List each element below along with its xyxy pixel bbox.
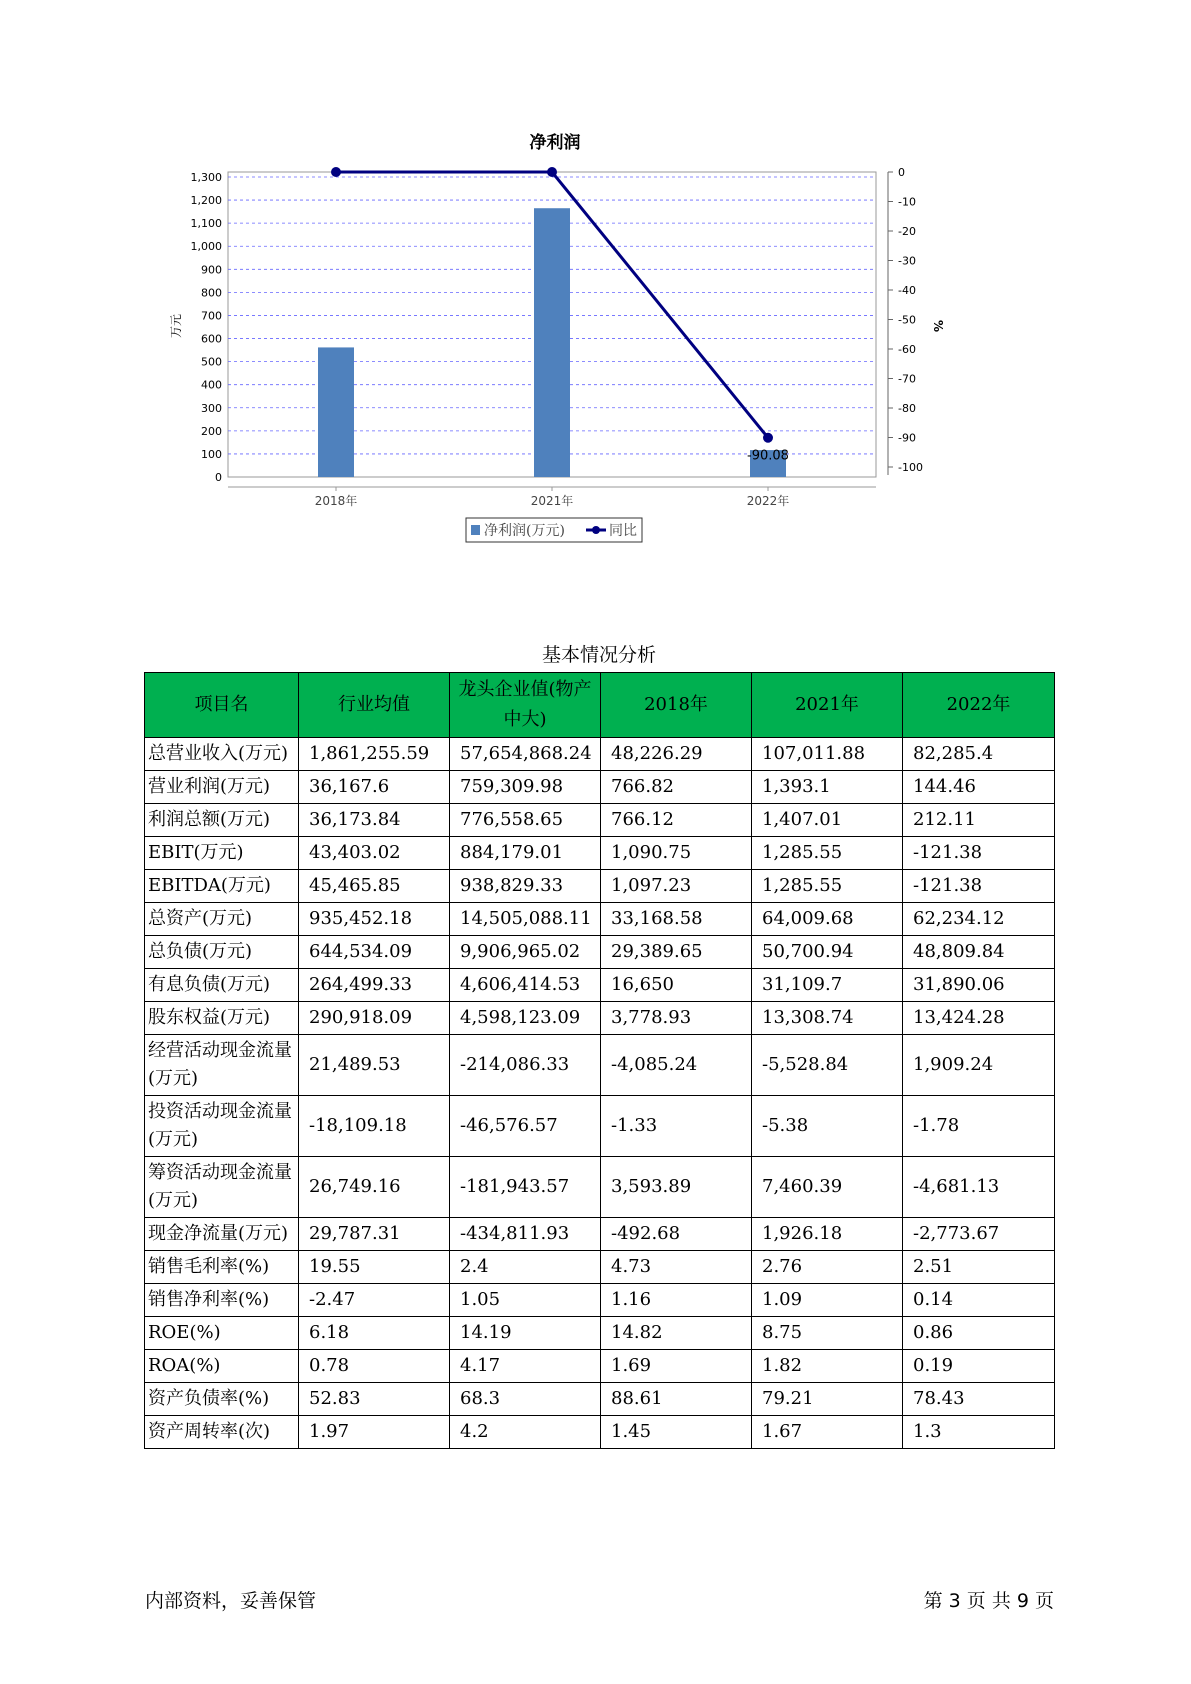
value-cell: 1,097.23 — [601, 870, 752, 903]
value-cell: 290,918.09 — [299, 1002, 450, 1035]
value-cell: 938,829.33 — [450, 870, 601, 903]
value-cell: 1.16 — [601, 1284, 752, 1317]
table-row — [145, 1383, 1055, 1416]
value-cell: 1,393.1 — [752, 771, 903, 804]
value-cell: 2.76 — [752, 1251, 903, 1284]
value-cell: 935,452.18 — [299, 903, 450, 936]
y2-tick-label: -40 — [898, 284, 916, 297]
table-row — [145, 1284, 1055, 1317]
row-label-cell: 利润总额(万元) — [145, 804, 299, 837]
value-cell: 14.82 — [601, 1317, 752, 1350]
row-label-cell: 资产负债率(%) — [145, 1383, 299, 1416]
value-cell: 45,465.85 — [299, 870, 450, 903]
value-cell: 7,460.39 — [752, 1157, 903, 1218]
footer-confidential-note: 内部资料，妥善保管 — [145, 1590, 317, 1612]
table-title: 基本情况分析 — [541, 644, 656, 666]
value-cell: -1.33 — [601, 1096, 752, 1157]
table-row — [145, 771, 1055, 804]
table-header-cell: 2018年 — [601, 673, 752, 738]
y-tick-label: 0 — [215, 471, 222, 484]
row-label-cell: 股东权益(万元) — [145, 1002, 299, 1035]
row-label-cell: 销售毛利率(%) — [145, 1251, 299, 1284]
value-cell: -46,576.57 — [450, 1096, 601, 1157]
table-header-cell: 龙头企业值(物产中大) — [450, 673, 601, 738]
row-label-cell: 资产周转率(次) — [145, 1416, 299, 1449]
point-yoy — [547, 167, 557, 177]
value-cell: 26,749.16 — [299, 1157, 450, 1218]
value-cell: 0.86 — [903, 1317, 1055, 1350]
bar-net-profit — [318, 347, 354, 477]
value-cell: 1.97 — [299, 1416, 450, 1449]
table-row — [145, 1218, 1055, 1251]
legend-line-marker — [592, 526, 600, 534]
y2-tick-label: -80 — [898, 402, 916, 415]
value-cell: 9,906,965.02 — [450, 936, 601, 969]
table-header-cell: 2022年 — [903, 673, 1055, 738]
value-cell: 14,505,088.11 — [450, 903, 601, 936]
y-tick-label: 1,100 — [190, 217, 222, 231]
value-cell: 33,168.58 — [601, 903, 752, 936]
value-cell: 43,403.02 — [299, 837, 450, 870]
y2-tick-label: -20 — [898, 225, 916, 238]
value-cell: 0.19 — [903, 1350, 1055, 1383]
value-cell: 1,926.18 — [752, 1218, 903, 1251]
y2-tick-label: -100 — [898, 461, 923, 474]
value-cell: 1.67 — [752, 1416, 903, 1449]
value-cell: -4,085.24 — [601, 1035, 752, 1096]
value-cell: 1.69 — [601, 1350, 752, 1383]
value-cell: 82,285.4 — [903, 738, 1055, 771]
table-row — [145, 870, 1055, 903]
value-cell: 29,787.31 — [299, 1218, 450, 1251]
value-cell: 2.4 — [450, 1251, 601, 1284]
value-cell: 48,809.84 — [903, 936, 1055, 969]
value-cell: 57,654,868.24 — [450, 738, 601, 771]
y-tick-label: 600 — [201, 332, 222, 346]
table-header-row — [145, 673, 1055, 738]
value-cell: 1,407.01 — [752, 804, 903, 837]
table-header-cell: 2021年 — [752, 673, 903, 738]
value-cell: 62,234.12 — [903, 903, 1055, 936]
value-cell: 6.18 — [299, 1317, 450, 1350]
value-cell: 14.19 — [450, 1317, 601, 1350]
table-row — [145, 837, 1055, 870]
value-cell: 107,011.88 — [752, 738, 903, 771]
footer-page-number: 第 3 页 共 9 页 — [923, 1590, 1054, 1612]
row-label-cell: 筹资活动现金流量(万元) — [145, 1157, 299, 1218]
table-header-cell: 项目名 — [145, 673, 299, 738]
value-cell: 48,226.29 — [601, 738, 752, 771]
value-cell: 1.45 — [601, 1416, 752, 1449]
value-cell: 4,606,414.53 — [450, 969, 601, 1002]
value-cell: -2.47 — [299, 1284, 450, 1317]
value-cell: -5,528.84 — [752, 1035, 903, 1096]
value-cell: 3,593.89 — [601, 1157, 752, 1218]
value-cell: 29,389.65 — [601, 936, 752, 969]
value-cell: 13,424.28 — [903, 1002, 1055, 1035]
value-cell: 52.83 — [299, 1383, 450, 1416]
y-tick-label: 1,000 — [190, 240, 222, 254]
value-cell: 1,285.55 — [752, 837, 903, 870]
table-row — [145, 1002, 1055, 1035]
value-cell: 1,285.55 — [752, 870, 903, 903]
row-label-cell: 销售净利率(%) — [145, 1284, 299, 1317]
value-cell: 1.82 — [752, 1350, 903, 1383]
point-yoy — [763, 433, 773, 443]
y2-tick-label: -50 — [898, 313, 916, 327]
value-cell: 1.09 — [752, 1284, 903, 1317]
row-label-cell: ROE(%) — [145, 1317, 299, 1350]
chart-title: 净利润 — [529, 133, 581, 153]
value-cell: -4,681.13 — [903, 1157, 1055, 1218]
point-yoy — [331, 167, 341, 177]
y-tick-label: 700 — [201, 309, 222, 323]
value-cell: 36,173.84 — [299, 804, 450, 837]
row-label-cell: EBITDA(万元) — [145, 870, 299, 903]
chart-canvas — [150, 130, 1050, 600]
value-cell: 776,558.65 — [450, 804, 601, 837]
value-cell: -121.38 — [903, 837, 1055, 870]
value-cell: 64,009.68 — [752, 903, 903, 936]
bar-net-profit — [534, 208, 570, 477]
value-cell: 8.75 — [752, 1317, 903, 1350]
value-cell: -214,086.33 — [450, 1035, 601, 1096]
basic-analysis-table — [144, 672, 1055, 1449]
value-cell: -434,811.93 — [450, 1218, 601, 1251]
row-label-cell: 投资活动现金流量(万元) — [145, 1096, 299, 1157]
value-cell: 4.73 — [601, 1251, 752, 1284]
table-row — [145, 903, 1055, 936]
row-label-cell: 总资产(万元) — [145, 903, 299, 936]
value-cell: 1,861,255.59 — [299, 738, 450, 771]
legend-label-net-profit: 净利润(万元) — [484, 523, 565, 539]
data-label-yoy: -90.08 — [747, 448, 789, 464]
row-label-cell: EBIT(万元) — [145, 837, 299, 870]
value-cell: 2.51 — [903, 1251, 1055, 1284]
value-cell: 36,167.6 — [299, 771, 450, 804]
value-cell: 1,909.24 — [903, 1035, 1055, 1096]
row-label-cell: 总营业收入(万元) — [145, 738, 299, 771]
value-cell: 3,778.93 — [601, 1002, 752, 1035]
legend-bar-swatch — [471, 525, 480, 535]
row-label-cell: 经营活动现金流量(万元) — [145, 1035, 299, 1096]
value-cell: 31,109.7 — [752, 969, 903, 1002]
value-cell: 0.14 — [903, 1284, 1055, 1317]
net-profit-chart — [150, 130, 1050, 600]
row-label-cell: 营业利润(万元) — [145, 771, 299, 804]
value-cell: 4.2 — [450, 1416, 601, 1449]
value-cell: -5.38 — [752, 1096, 903, 1157]
table-row — [145, 1317, 1055, 1350]
y2-tick-label: -60 — [898, 343, 916, 356]
row-label-cell: ROA(%) — [145, 1350, 299, 1383]
value-cell: 4.17 — [450, 1350, 601, 1383]
value-cell: 16,650 — [601, 969, 752, 1002]
y-tick-label: 500 — [201, 355, 222, 369]
y-axis-label: 万元 — [169, 313, 183, 339]
row-label-cell: 有息负债(万元) — [145, 969, 299, 1002]
table-header-cell: 行业均值 — [299, 673, 450, 738]
table-row — [145, 1416, 1055, 1449]
y-tick-label: 800 — [201, 286, 222, 300]
y-tick-label: 400 — [201, 378, 222, 392]
value-cell: -2,773.67 — [903, 1218, 1055, 1251]
value-cell: 68.3 — [450, 1383, 601, 1416]
y-tick-label: 1,300 — [190, 171, 222, 184]
y-tick-label: 100 — [201, 447, 222, 461]
value-cell: 884,179.01 — [450, 837, 601, 870]
value-cell: 31,890.06 — [903, 969, 1055, 1002]
value-cell: 88.61 — [601, 1383, 752, 1416]
y2-tick-label: -10 — [898, 195, 916, 209]
value-cell: -18,109.18 — [299, 1096, 450, 1157]
table-row — [145, 936, 1055, 969]
value-cell: 212.11 — [903, 804, 1055, 837]
y2-tick-label: 0 — [898, 166, 905, 179]
value-cell: 13,308.74 — [752, 1002, 903, 1035]
value-cell: 79.21 — [752, 1383, 903, 1416]
value-cell: 144.46 — [903, 771, 1055, 804]
value-cell: 19.55 — [299, 1251, 450, 1284]
value-cell: 766.12 — [601, 804, 752, 837]
table-row — [145, 1096, 1055, 1157]
value-cell: 21,489.53 — [299, 1035, 450, 1096]
y-tick-label: 1,200 — [190, 194, 222, 208]
value-cell: -181,943.57 — [450, 1157, 601, 1218]
value-cell: 4,598,123.09 — [450, 1002, 601, 1035]
table-row — [145, 1251, 1055, 1284]
y2-tick-label: -90 — [898, 431, 916, 445]
legend-label-yoy: 同比 — [609, 523, 637, 539]
x-tick-label: 2022年 — [746, 494, 790, 508]
value-cell: 0.78 — [299, 1350, 450, 1383]
value-cell: 1.05 — [450, 1284, 601, 1317]
table-row — [145, 1350, 1055, 1383]
value-cell: -492.68 — [601, 1218, 752, 1251]
table-row — [145, 1157, 1055, 1218]
row-label-cell: 现金净流量(万元) — [145, 1218, 299, 1251]
value-cell: 1,090.75 — [601, 837, 752, 870]
y-tick-label: 300 — [201, 401, 222, 415]
y-tick-label: 200 — [201, 424, 222, 438]
value-cell: 264,499.33 — [299, 969, 450, 1002]
y2-tick-label: -30 — [898, 254, 916, 268]
y2-axis-label: % — [931, 319, 945, 333]
table-row — [145, 969, 1055, 1002]
x-tick-label: 2018年 — [314, 494, 358, 508]
row-label-cell: 总负债(万元) — [145, 936, 299, 969]
table-row — [145, 804, 1055, 837]
value-cell: -1.78 — [903, 1096, 1055, 1157]
value-cell: 759,309.98 — [450, 771, 601, 804]
table-row — [145, 1035, 1055, 1096]
table-row — [145, 738, 1055, 771]
value-cell: 766.82 — [601, 771, 752, 804]
value-cell: 644,534.09 — [299, 936, 450, 969]
x-tick-label: 2021年 — [530, 494, 574, 508]
value-cell: -121.38 — [903, 870, 1055, 903]
value-cell: 50,700.94 — [752, 936, 903, 969]
value-cell: 78.43 — [903, 1383, 1055, 1416]
y2-tick-label: -70 — [898, 372, 916, 386]
y-tick-label: 900 — [201, 263, 222, 277]
value-cell: 1.3 — [903, 1416, 1055, 1449]
